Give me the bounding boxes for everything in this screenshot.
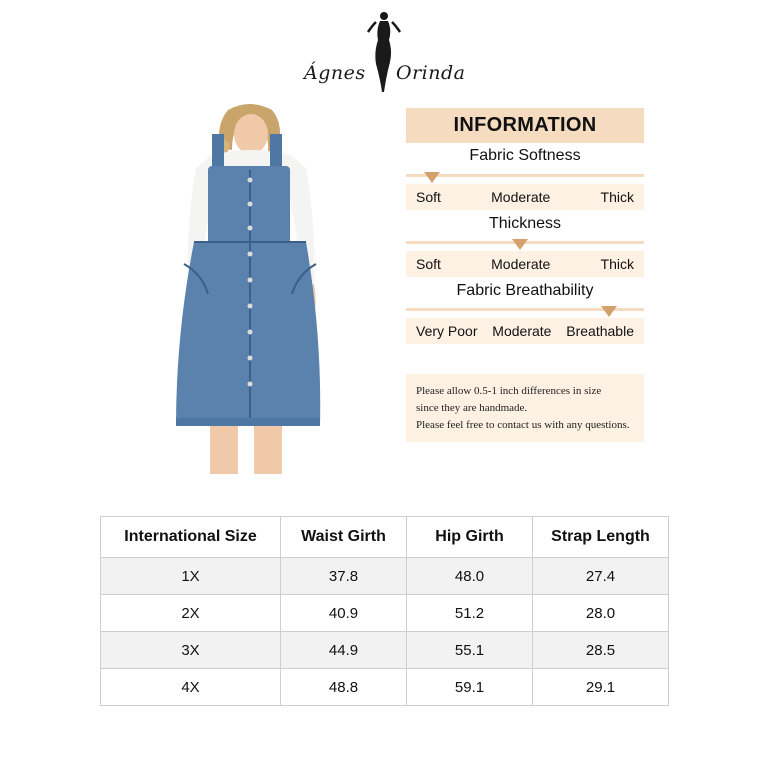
fabric-softness-label: Fabric Softness bbox=[469, 147, 581, 164]
strap-cell: 28.0 bbox=[533, 595, 669, 632]
thickness-option-thick: Thick bbox=[600, 256, 634, 272]
note-line-2: since they are handmade. bbox=[416, 402, 528, 414]
strap-cell: 28.5 bbox=[533, 632, 669, 669]
size-cell: 4X bbox=[101, 669, 281, 706]
hip-cell: 59.1 bbox=[407, 669, 533, 706]
logo-figure-icon bbox=[296, 8, 472, 100]
header-international-size: International Size bbox=[101, 517, 281, 558]
table-header-row bbox=[101, 517, 669, 558]
fabric-breathability-marker-icon bbox=[601, 306, 617, 317]
size-difference-note bbox=[406, 374, 644, 442]
waist-cell: 37.8 bbox=[281, 558, 407, 595]
fabric-softness-options bbox=[406, 184, 644, 210]
brand-logo bbox=[296, 8, 472, 100]
fabric-softness-option-thick: Thick bbox=[600, 189, 634, 205]
note-line-1: Please allow 0.5-1 inch differences in size bbox=[416, 385, 602, 397]
thickness-option-soft: Soft bbox=[416, 256, 441, 272]
thickness-option-moderate: Moderate bbox=[491, 256, 551, 272]
fabric-breathability-options bbox=[406, 318, 644, 344]
information-heading: INFORMATION bbox=[406, 108, 644, 143]
thickness-marker-icon bbox=[512, 239, 528, 250]
fabric-breathability-option-very-poor: Very Poor bbox=[416, 323, 478, 339]
table-row bbox=[101, 632, 669, 669]
logo-text-left: Ágnes bbox=[304, 62, 366, 84]
waist-cell: 40.9 bbox=[281, 595, 407, 632]
size-cell: 3X bbox=[101, 632, 281, 669]
strap-cell: 27.4 bbox=[533, 558, 669, 595]
waist-cell: 48.8 bbox=[281, 669, 407, 706]
product-photo bbox=[150, 104, 350, 476]
fabric-softness-scale-line bbox=[406, 174, 644, 177]
strap-cell: 29.1 bbox=[533, 669, 669, 706]
table-row bbox=[101, 595, 669, 632]
table-row bbox=[101, 558, 669, 595]
fabric-softness-option-soft: Soft bbox=[416, 189, 441, 205]
size-cell: 2X bbox=[101, 595, 281, 632]
size-cell: 1X bbox=[101, 558, 281, 595]
header-waist-girth: Waist Girth bbox=[281, 517, 407, 558]
waist-cell: 44.9 bbox=[281, 632, 407, 669]
table-row bbox=[101, 669, 669, 706]
thickness-label: Thickness bbox=[488, 215, 562, 232]
header-strap-length: Strap Length bbox=[533, 517, 669, 558]
fabric-breathability-label: Fabric Breathability bbox=[456, 282, 594, 299]
fabric-softness-option-moderate: Moderate bbox=[491, 189, 551, 205]
thickness-options bbox=[406, 251, 644, 277]
size-chart-table bbox=[100, 516, 669, 706]
hip-cell: 51.2 bbox=[407, 595, 533, 632]
hip-cell: 48.0 bbox=[407, 558, 533, 595]
fabric-breathability-option-moderate: Moderate bbox=[492, 323, 552, 339]
header-hip-girth: Hip Girth bbox=[407, 517, 533, 558]
fabric-breathability-option-breathable: Breathable bbox=[566, 323, 634, 339]
note-line-3: Please feel free to contact us with any questions. bbox=[416, 419, 630, 431]
hip-cell: 55.1 bbox=[407, 632, 533, 669]
fabric-softness-marker-icon bbox=[424, 172, 440, 183]
logo-text-right: Orinda bbox=[396, 62, 466, 84]
